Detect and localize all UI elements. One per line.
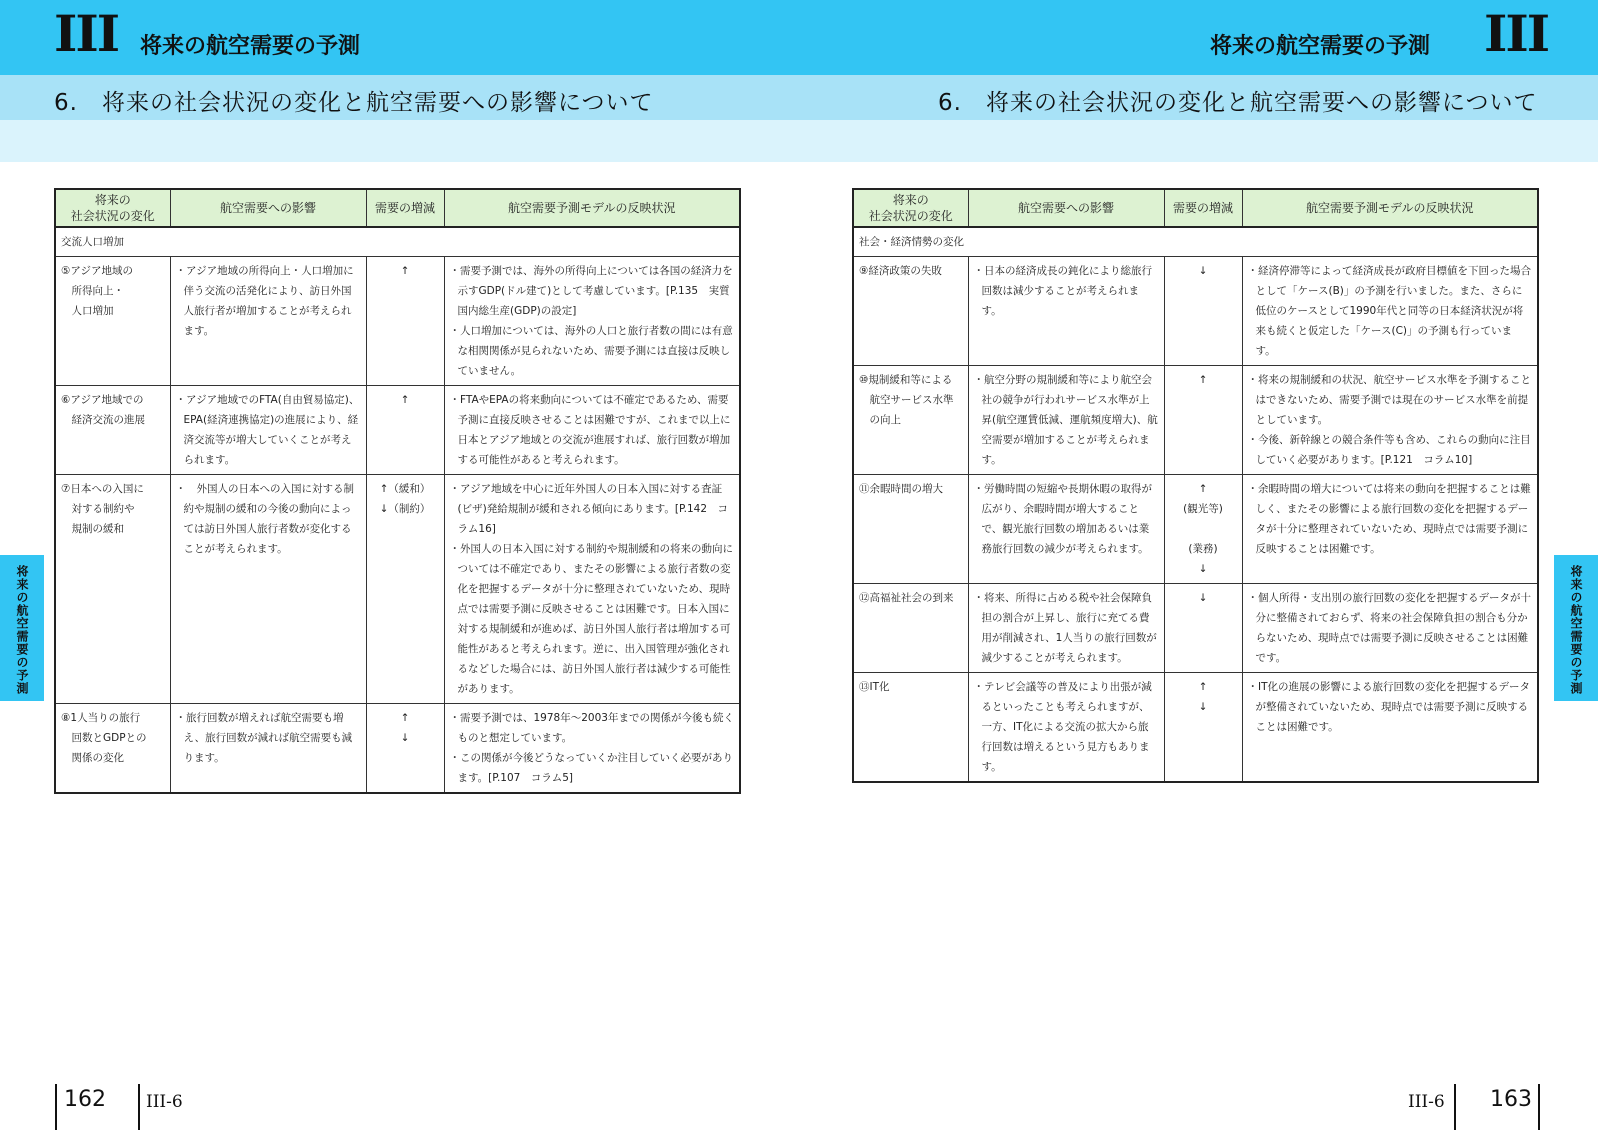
model-text: ・外国人の日本入国に対する制約や規制緩和の将来の動向については不確定であり、またその影響による旅行者数の変化を把握するデータが十分に整理されていないため、現時点では需要予測に反映させることは困難です。日本入国に対する規制緩和が進めば、訪日外国人旅行者は増加する可能性があると考えられます。逆に、出入国管理が強化されるなどした場合には、訪日外国人旅行者は減少する可能性があります。 <box>449 543 733 695</box>
footer-rule <box>1538 1084 1540 1130</box>
footer-rule <box>138 1084 140 1130</box>
model-cell <box>444 386 740 475</box>
table-row <box>853 584 1538 673</box>
factor-cell: ⑥アジア地域での 経済交流の進展 <box>55 386 170 475</box>
impact-text: ・アジア地域の所得向上・人口増加に伴う交流の活発化により、訪日外国人旅行者が増加することが考えられます。 <box>175 265 354 337</box>
category-row <box>55 227 740 257</box>
table-row <box>55 386 740 475</box>
footer-rule <box>55 1084 57 1130</box>
side-tab-label: 将来の航空需要の予測 <box>15 565 29 695</box>
factor-cell: ⑤アジア地域の 所得向上・ 人口増加 <box>55 257 170 386</box>
impact-text: ・労働時間の短縮や長期休暇の取得が広がり、余暇時間が増大することで、観光旅行回数の増加あるいは業務旅行回数の減少が考えられます。 <box>973 483 1152 555</box>
model-text: ・IT化の進展の影響による旅行回数の変化を把握するデータが整備されていないため、現時点では需要予測に反映することは困難です。 <box>1247 681 1531 733</box>
model-cell <box>444 704 740 794</box>
impact-cell <box>968 475 1164 584</box>
table-row <box>853 475 1538 584</box>
impact-text: ・ 外国人の日本への入国に対する制約や規制の緩和の今後の動向によっては訪日外国人旅行者数が変化することが考えられます。 <box>175 483 354 555</box>
page-number-right: 163 <box>1490 1087 1532 1112</box>
category-label: 交流人口増加 <box>55 227 740 257</box>
factor-cell: ⑫高福祉社会の到来 <box>853 584 968 673</box>
factor-cell: ⑩規制緩和等による 航空サービス水準 の向上 <box>853 366 968 475</box>
col-header-impact: 航空需要への影響 <box>170 189 366 227</box>
factor-cell: ⑦日本への入国に 対する制約や 規制の緩和 <box>55 475 170 704</box>
impact-cell <box>170 386 366 475</box>
change-cell: ↑ ↓ <box>366 704 444 794</box>
model-text: ・需要予測では、1978年～2003年までの関係が今後も続くものと想定しています。 <box>449 712 734 744</box>
model-text: ・今後、新幹線との競合条件等も含め、これらの動向に注目していく必要があります。[P.121 コラム10] <box>1247 434 1531 466</box>
chapter-numeral-right: III <box>1484 4 1549 63</box>
change-cell: ↑ <box>366 257 444 386</box>
factor-cell: ⑨経済政策の失敗 <box>853 257 968 366</box>
chapter-title-right: 将来の航空需要の予測 <box>1210 34 1431 59</box>
section-label-right: III-6 <box>1408 1092 1445 1112</box>
col-header-factor: 将来の 社会状況の変化 <box>853 189 968 227</box>
impact-text: ・航空分野の規制緩和等により航空会社の競争が行われサービス水準が上昇(航空運賃低減、運航頻度増大)、航空需要が増加することが考えられます。 <box>973 374 1158 466</box>
table-row <box>55 257 740 386</box>
change-cell: ↓ <box>1164 584 1242 673</box>
table-row <box>853 673 1538 783</box>
change-cell: ↓ <box>1164 257 1242 366</box>
model-cell <box>1242 475 1538 584</box>
model-cell <box>444 257 740 386</box>
factor-cell: ⑬IT化 <box>853 673 968 783</box>
model-text: ・アジア地域を中心に近年外国人の日本入国に対する査証(ビザ)発給規制が緩和される傾向にあります。[P.142 コラム16] <box>449 483 729 535</box>
table-row <box>55 704 740 794</box>
impact-text: ・テレビ会議等の普及により出張が減るといったことも考えられますが、一方、IT化による交流の拡大から旅行回数は増えるという見方もあります。 <box>973 681 1152 773</box>
section-title-left: 6. 将来の社会状況の変化と航空需要への影響について <box>54 90 654 116</box>
factor-cell: ⑧1人当りの旅行 回数とGDPとの 関係の変化 <box>55 704 170 794</box>
impact-text: ・日本の経済成長の鈍化により総旅行回数は減少することが考えられます。 <box>973 265 1152 317</box>
table-row <box>55 475 740 704</box>
table-row <box>853 366 1538 475</box>
impact-text: ・旅行回数が増えれば航空需要も増え、旅行回数が減れば航空需要も減ります。 <box>175 712 353 764</box>
impact-cell <box>170 475 366 704</box>
model-text: ・余暇時間の増大については将来の動向を把握することは難しく、またその影響による旅行回数の変化を把握するデータが十分に整理されていないため、現時点では需要予測に反映することは困難です。 <box>1247 483 1531 555</box>
impact-cell <box>968 257 1164 366</box>
col-header-impact: 航空需要への影響 <box>968 189 1164 227</box>
model-cell <box>1242 673 1538 783</box>
col-header-change: 需要の増減 <box>366 189 444 227</box>
right-page-table-wrap <box>852 188 1539 783</box>
model-text: ・この関係が今後どうなっていくか注目していく必要があります。[P.107 コラム5] <box>449 752 733 784</box>
impact-text: ・将来、所得に占める税や社会保障負担の割合が上昇し、旅行に充てる費用が削減され、1人当りの旅行回数が減少することが考えられます。 <box>973 592 1157 664</box>
side-tab-left <box>0 555 44 701</box>
model-text: ・FTAやEPAの将来動向については不確定であるため、需要予測に直接反映させることは困難ですが、これまで以上に日本とアジア地域との交流が進展すれば、旅行回数が増加する可能性があると考えられます。 <box>449 394 731 466</box>
chapter-numeral-left: III <box>54 4 119 63</box>
col-header-model: 航空需要予測モデルの反映状況 <box>1242 189 1538 227</box>
category-row <box>853 227 1538 257</box>
footer-rule <box>1454 1084 1456 1130</box>
change-cell: ↑ (観光等) (業務) ↓ <box>1164 475 1242 584</box>
model-cell <box>1242 584 1538 673</box>
change-cell: ↑（緩和） ↓（制約） <box>366 475 444 704</box>
impact-cell <box>968 673 1164 783</box>
category-label: 社会・経済情勢の変化 <box>853 227 1538 257</box>
table-row <box>853 257 1538 366</box>
right-impact-table <box>852 188 1539 783</box>
model-cell <box>444 475 740 704</box>
model-text: ・人口増加については、海外の人口と旅行者数の間には有意な相関関係が見られないため、需要予測には直接は反映していません。 <box>449 325 733 377</box>
change-cell: ↑ ↓ <box>1164 673 1242 783</box>
section-title-right: 6. 将来の社会状況の変化と航空需要への影響について <box>938 90 1538 116</box>
model-cell <box>1242 257 1538 366</box>
model-cell <box>1242 366 1538 475</box>
model-text: ・経済停滞等によって経済成長が政府目標値を下回った場合として「ケース(B)」の予測を行いました。また、さらに低位のケースとして1990年代と同等の日本経済状況が将来も続くと仮定した「ケース(C)」の予測も行っています。 <box>1247 265 1531 357</box>
impact-cell <box>968 366 1164 475</box>
left-page-table-wrap <box>54 188 741 794</box>
subheader-band <box>0 120 1598 162</box>
model-text: ・個人所得・支出別の旅行回数の変化を把握するデータが十分に整備されておらず、将来の社会保障負担の割合も分からないため、現時点では需要予測に反映させることは困難です。 <box>1247 592 1531 664</box>
section-label-left: III-6 <box>146 1092 183 1112</box>
col-header-model: 航空需要予測モデルの反映状況 <box>444 189 740 227</box>
change-cell: ↑ <box>1164 366 1242 475</box>
factor-cell: ⑪余暇時間の増大 <box>853 475 968 584</box>
model-text: ・将来の規制緩和の状況、航空サービス水準を予測することはできないため、需要予測では現在のサービス水準を前提としています。 <box>1247 374 1531 426</box>
left-impact-table <box>54 188 741 794</box>
impact-text: ・アジア地域でのFTA(自由貿易協定)、EPA(経済連携協定)の進展により、経済交流等が増大していくことが考えられます。 <box>175 394 360 466</box>
col-header-factor: 将来の 社会状況の変化 <box>55 189 170 227</box>
side-tab-right <box>1554 555 1598 701</box>
chapter-title-left: 将来の航空需要の予測 <box>140 34 361 59</box>
impact-cell <box>170 257 366 386</box>
impact-cell <box>968 584 1164 673</box>
page-number-left: 162 <box>64 1087 106 1112</box>
side-tab-label: 将来の航空需要の予測 <box>1569 565 1583 695</box>
change-cell: ↑ <box>366 386 444 475</box>
impact-cell <box>170 704 366 794</box>
model-text: ・需要予測では、海外の所得向上については各国の経済力を示すGDP(ドル建て)として考慮しています。[P.135 実質国内総生産(GDP)の設定] <box>449 265 733 317</box>
col-header-change: 需要の増減 <box>1164 189 1242 227</box>
